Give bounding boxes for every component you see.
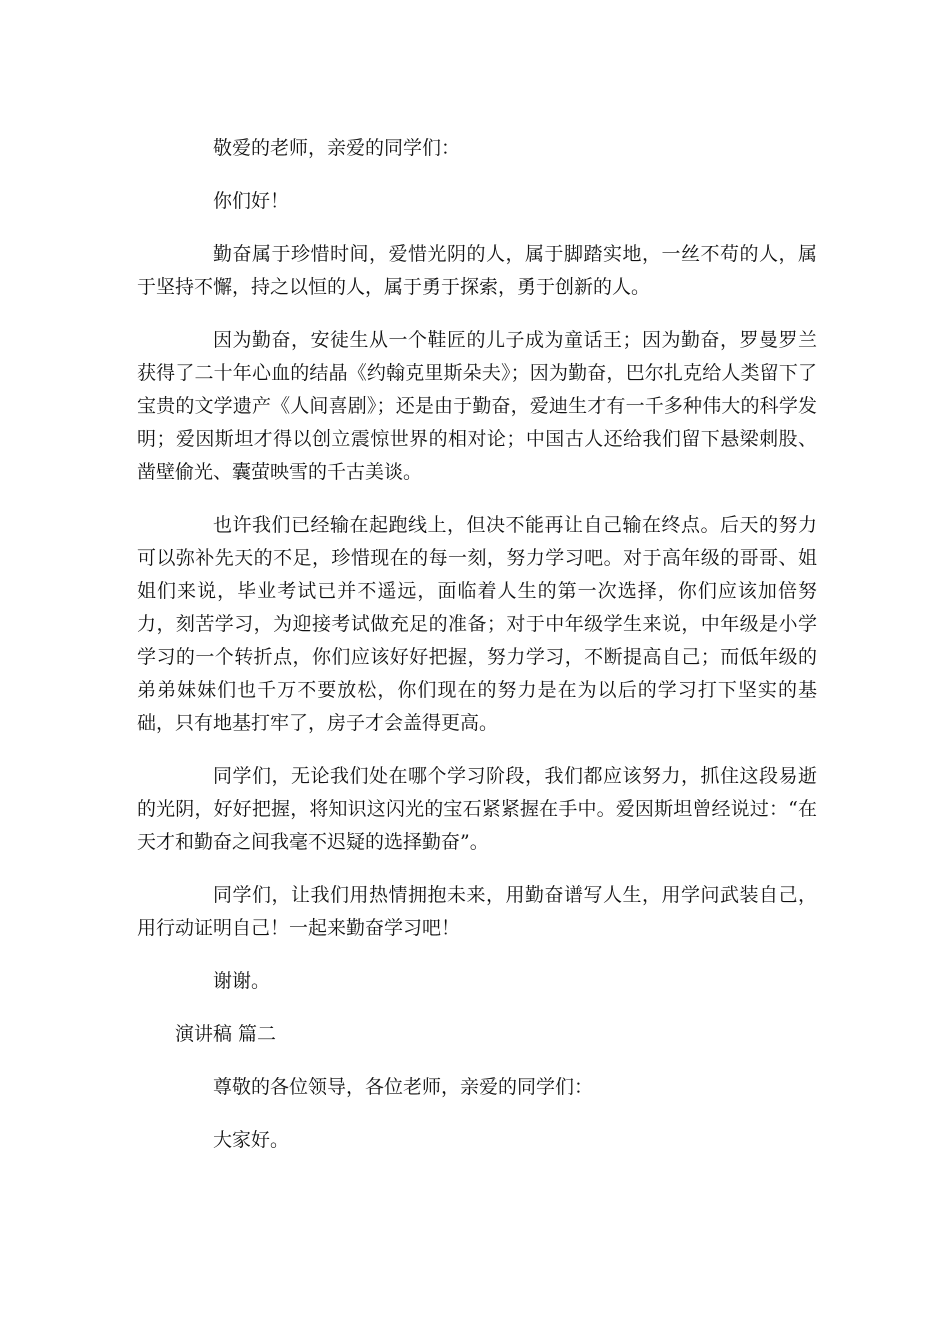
thanks-line: 谢谢。 [213,970,271,992]
greeting-line-2: 尊敬的各位领导，各位老师，亲爱的同学们： [213,1076,594,1098]
paragraph-starting-line: 也许我们已经输在起跑线上，但决不能再让自己输在终点。后天的努力可以弥补先天的不足，珍惜现在的每一刻，努力学习吧。对于高年级的哥哥、姐姐们来说，毕业考试已并不遥远，面临着人生的第一次选择，你们应该加倍努力，刻苦学习，为迎接考试做充足的准备；对于中年级学生来说，中年级是小学学习的一个转折点，你们应该好好把握，努力学习，不断提高自己；而低年级的弟弟妹妹们也千万不要放松，你们现在的努力是在为以后的学习打下坚实的基础，只有地基打牢了，房子才会盖得更高。 [137,514,817,734]
greeting-line: 敬爱的老师，亲爱的同学们： [213,137,461,159]
paragraph-call-to-action: 同学们，让我们用热情拥抱未来，用勤奋谱写人生，用学问武装自己，用行动证明自己！一起来勤奋学习吧！ [137,884,817,939]
section-title: 演讲稿 篇二 [175,1023,277,1045]
paragraph-diligence-belongs: 勤奋属于珍惜时间，爱惜光阴的人，属于脚踏实地，一丝不苟的人，属于坚持不懈，持之以恒的人，属于勇于探索，勇于创新的人。 [137,243,817,298]
hello-line: 你们好！ [213,190,290,212]
paragraph-einstein-quote: 同学们，无论我们处在哪个学习阶段，我们都应该努力，抓住这段易逝的光阴，好好把握，将知识这闪光的宝石紧紧握在手中。爱因斯坦曾经说过：“在天才和勤奋之间我毫不迟疑的选择勤奋”。 [137,765,817,853]
document-body [137,132,817,1177]
paragraph-because-diligence: 因为勤奋，安徒生从一个鞋匠的儿子成为童话王；因为勤奋，罗曼罗兰获得了二十年心血的结晶《约翰克里斯朵夫》；因为勤奋，巴尔扎克给人类留下了宝贵的文学遗产《人间喜剧》；还是由于勤奋，爱迪生才有一千多种伟大的科学发明；爱因斯坦才得以创立震惊世界的相对论；中国古人还给我们留下悬梁刺股、凿壁偷光、囊萤映雪的千古美谈。 [137,329,817,483]
hello-line-2: 大家好。 [213,1129,290,1151]
